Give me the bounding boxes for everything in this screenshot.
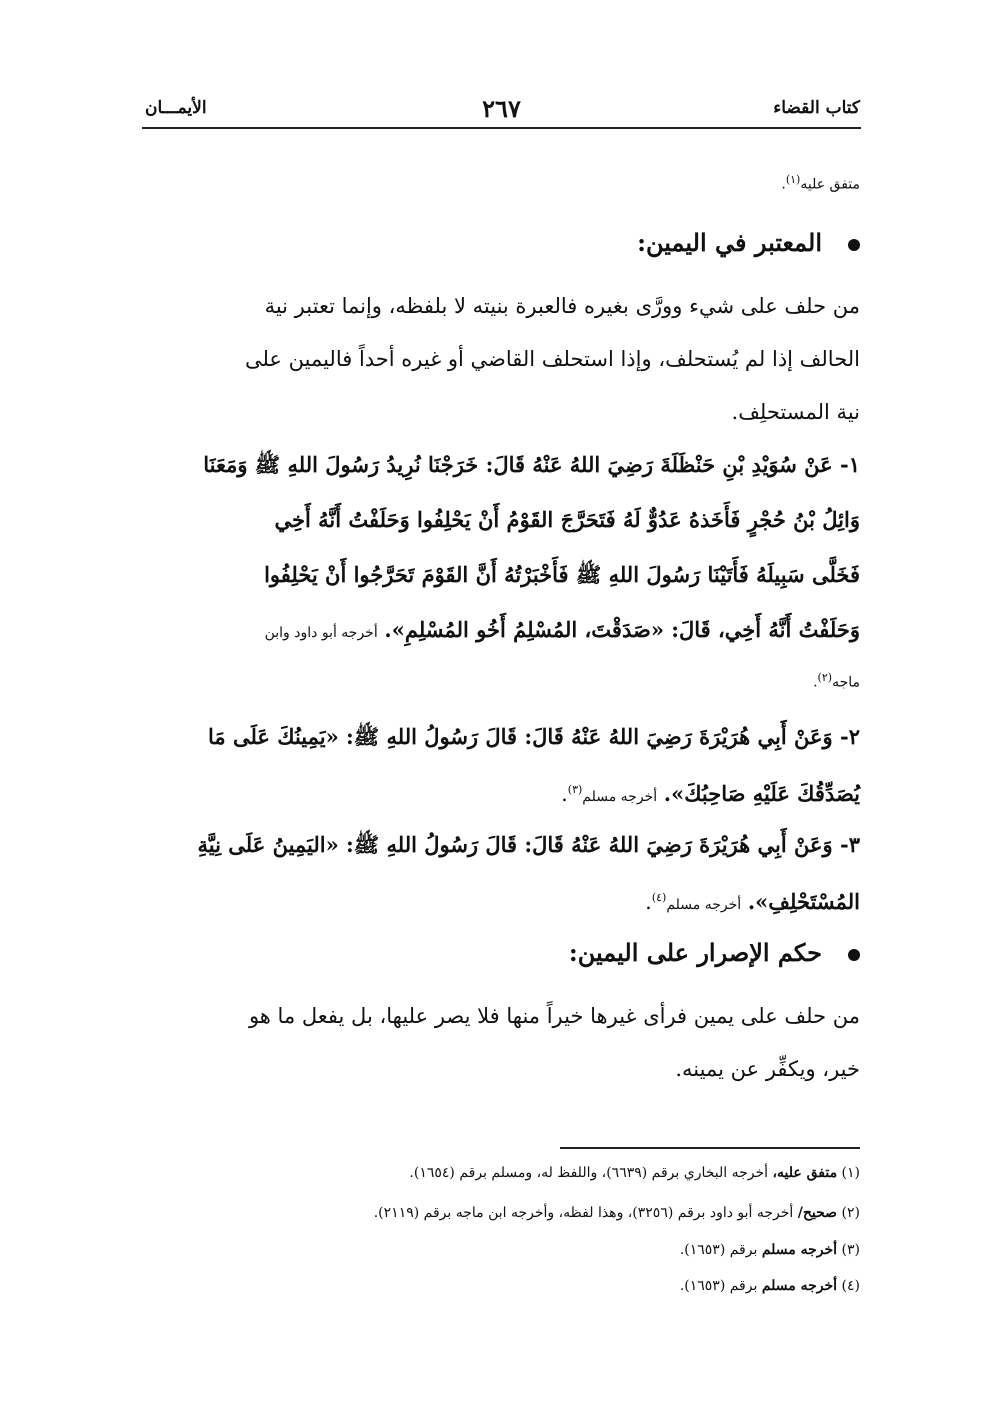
footnote-ref: (١) (785, 173, 801, 186)
header-divider (142, 127, 861, 129)
hadith-source: أخرجه مسلم (582, 789, 658, 805)
header-section-title: الأيمـــان (145, 98, 207, 118)
footnote-ref: (٣) (567, 783, 583, 796)
footnote: (٣) أخرجه مسلم برقم (١٦٥٣). (679, 1242, 860, 1258)
hadith-source: أخرجه مسلم (666, 897, 742, 913)
section-heading: حكم الإصرار على اليمين: (143, 938, 860, 967)
bullet-icon (848, 239, 860, 251)
footnote: (٤) أخرجه مسلم برقم (١٦٥٣). (679, 1278, 860, 1294)
intro-line: متفق عليه$^{(١)}$. (781, 173, 860, 193)
hadith-1: ١- عَنْ سُوَيْدِ بْنِ حَنْظَلَةَ رَضِيَ اللهُ عَنْهُ قَالَ: خَرَجْنَا نُرِيدُ رَسُولَ اللهِ ﷺ وَمَعَنَا وَائِلُ بْنُ حُجْرٍ فَأَخَذهُ عَدُوٌّ لَهُ فَتَحَرَّجَ القَوْمُ أَنْ يَحْلِفُوا وَحَلَفْتُ أَنَّهُ أَخِي فَخَلَّى سَبِيلَهُ فَأَتَيْنَا رَسُولَ اللهِ ﷺ فَأَخْبَرْتُهُ أَنَّ القَوْمَ تَحَرَّجُوا أَنْ يَحْلِفُوا وَحَلَفْتُ أَنَّهُ أَخِي، قَالَ: «صَدَقْتَ، المُسْلِمُ أَخُو المُسْلِمِ». أخرجه أبو داود وابن ماجه$^{(٢)}$. (203, 452, 860, 691)
paragraph-1: من حلف على شيء وورَّى بغيره فالعبرة بنيته لا بلفظه، وإنما تعتبر نية الحالف إذا لم يُستحلف، وإذا استحلف القاضي أو غيره أحداً فاليمين على نية المستحلِف. (244, 294, 860, 424)
page-number: ٢٦٧ (482, 94, 521, 123)
footnote-ref: (٤) (651, 891, 667, 904)
section-heading: المعتبر في اليمين: (143, 228, 860, 257)
paragraph-2: من حلف على يمين فرأى غيرها خيراً منها فلا يصر عليها، بل يفعل ما هو خير، ويكفِّر عن يمينه. (248, 1004, 860, 1081)
footnote: (٢) صحيح/ أخرجه أبو داود برقم (٣٢٥٦)، وهذا لفظه، وأخرجه ابن ماجه برقم (٢١١٩). (373, 1205, 860, 1221)
hadith-3: ٣- وَعَنْ أَبِي هُرَيْرَةَ رَضِيَ اللهُ عَنْهُ قَالَ: قَالَ رَسُولُ اللهِ ﷺ: «اليَمِينُ عَلَى نِيَّةِ المُسْتَحْلِفِ». أخرجه مسلم$^{(٤)}$. (197, 832, 860, 914)
footnote-divider (560, 1147, 860, 1149)
footnote-ref: (٢) (817, 671, 833, 684)
footnote: (١) متفق عليه، أخرجه البخاري برقم (٦٦٣٩)، واللفظ له، ومسلم برقم (١٦٥٤). (409, 1165, 860, 1181)
hadith-source: أخرجه أبو داود وابن (264, 625, 378, 641)
header-chapter-title: كتاب القضاء (773, 98, 860, 118)
hadith-2: ٢- وَعَنْ أَبِي هُرَيْرَةَ رَضِيَ اللهُ عَنْهُ قَالَ: قَالَ رَسُولُ اللهِ ﷺ: «يَمِينُكَ عَلَى مَا يُصَدِّقُكَ عَلَيْهِ صَاحِبُكَ». أخرجه مسلم$^{(٣)}$. (208, 724, 860, 806)
bullet-icon (848, 949, 860, 961)
